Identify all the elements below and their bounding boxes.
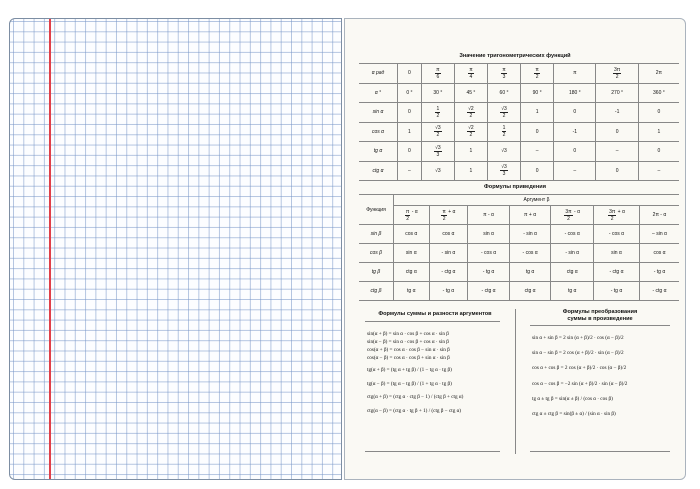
argument-cell: $\frac{\pi}{2}$ + α bbox=[429, 206, 468, 225]
trig-value-cell: 0 bbox=[596, 161, 638, 181]
trig-table-row bbox=[359, 122, 679, 142]
trig-table-row bbox=[359, 142, 679, 162]
trig-value-cell: $\frac{√3}{2}$ bbox=[421, 122, 454, 142]
trig-value-cell: √3 bbox=[487, 142, 520, 162]
function-column-header: Функция bbox=[359, 195, 394, 225]
trig-value-cell: 0 bbox=[596, 122, 638, 142]
reduction-value-cell: - ctg α bbox=[594, 263, 640, 282]
trig-row-label: ctg α bbox=[359, 161, 398, 181]
trig-value-cell: 90 ° bbox=[521, 83, 554, 103]
reduction-value-cell: - cos α bbox=[594, 225, 640, 244]
sum-formula: sin(α − β) = sin α · cos β + cos α · sin β bbox=[367, 339, 449, 345]
sum-formula: tg(α − β) = (tg α − tg β) / (1 + tg α · tg β) bbox=[367, 381, 452, 387]
reduction-value-cell: tg α bbox=[394, 282, 430, 301]
trig-row-label: tg α bbox=[359, 142, 398, 162]
trig-value-cell: $\frac{\pi}{6}$ bbox=[421, 64, 454, 84]
trig-table-row bbox=[359, 103, 679, 123]
trig-value-cell: – bbox=[596, 142, 638, 162]
trig-row-label: sin α bbox=[359, 103, 398, 123]
trig-value-cell: $\frac{√2}{2}$ bbox=[454, 103, 487, 123]
reduction-value-cell: tg α bbox=[509, 263, 551, 282]
reduction-header-row bbox=[359, 195, 679, 206]
reduction-value-cell: - ctg α bbox=[429, 263, 468, 282]
transform-formula: cos α + cos β = 2 cos (α + β)/2 · cos (α − β)/2 bbox=[532, 365, 627, 371]
transform-bottom-line bbox=[530, 451, 670, 452]
trig-value-cell: 0 bbox=[554, 103, 596, 123]
trig-value-cell: 180 ° bbox=[554, 83, 596, 103]
trig-value-cell: $\frac{\pi}{4}$ bbox=[454, 64, 487, 84]
table1-title: Значение тригонометрических функций bbox=[459, 53, 571, 59]
trig-value-cell: 0 bbox=[521, 122, 554, 142]
trig-value-cell: 30 ° bbox=[421, 83, 454, 103]
argument-cell: $\frac{3\pi}{2}$ - α bbox=[551, 206, 594, 225]
reduction-row-label: sin β bbox=[359, 225, 394, 244]
reduction-row bbox=[359, 263, 679, 282]
trig-value-cell: – bbox=[398, 161, 422, 181]
reduction-value-cell: - tg α bbox=[429, 282, 468, 301]
reduction-value-cell: sin α bbox=[468, 225, 510, 244]
trig-value-cell: $\frac{1}{2}$ bbox=[421, 103, 454, 123]
reduction-value-cell: - ctg α bbox=[468, 282, 510, 301]
reduction-row-label: ctg β bbox=[359, 282, 394, 301]
reduction-value-cell: - cos α bbox=[551, 225, 594, 244]
reduction-value-cell: - sin α bbox=[429, 244, 468, 263]
reduction-value-cell: cos α bbox=[429, 225, 468, 244]
trig-row-label: α рад bbox=[359, 64, 398, 84]
reduction-row-label: tg β bbox=[359, 263, 394, 282]
trig-value-cell: $\frac{3\pi}{2}$ bbox=[596, 64, 638, 84]
trig-value-cell: π bbox=[554, 64, 596, 84]
reduction-value-cell: ctg α bbox=[394, 263, 430, 282]
trig-value-cell: 0 bbox=[398, 103, 422, 123]
trig-value-cell: √3 bbox=[421, 161, 454, 181]
trig-value-cell: 0 bbox=[398, 142, 422, 162]
reference-page bbox=[344, 18, 686, 480]
reduction-value-cell: - tg α bbox=[594, 282, 640, 301]
trig-value-cell: 60 ° bbox=[487, 83, 520, 103]
trig-value-cell: 0 bbox=[521, 161, 554, 181]
transform-formula: cos α − cos β = −2 sin (α + β)/2 · sin (α − β)/2 bbox=[532, 381, 628, 387]
transform-title-underline bbox=[530, 325, 670, 326]
reduction-value-cell: tg α bbox=[551, 282, 594, 301]
trig-value-cell: -1 bbox=[596, 103, 638, 123]
trig-value-cell: – bbox=[554, 161, 596, 181]
trig-row-label: α ° bbox=[359, 83, 398, 103]
sum-title-underline bbox=[365, 321, 500, 322]
trig-value-cell: $\frac{\pi}{2}$ bbox=[521, 64, 554, 84]
trig-row-label: cos α bbox=[359, 122, 398, 142]
trig-value-cell: 1 bbox=[521, 103, 554, 123]
trig-values-table bbox=[359, 63, 679, 181]
trig-value-cell: 0 bbox=[398, 64, 422, 84]
trig-value-cell: 45 ° bbox=[454, 83, 487, 103]
reduction-value-cell: - sin α bbox=[509, 225, 551, 244]
argument-cell: 2π - α bbox=[639, 206, 679, 225]
reduction-value-cell: sin α bbox=[594, 244, 640, 263]
trig-value-cell: 0 ° bbox=[398, 83, 422, 103]
trig-table-row bbox=[359, 64, 679, 84]
transform-formula: tg α ± tg β = sin(α ± β) / (cos α · cos β) bbox=[532, 396, 613, 402]
trig-table-row bbox=[359, 161, 679, 181]
trig-value-cell: $\frac{\pi}{3}$ bbox=[487, 64, 520, 84]
grid-paper-page bbox=[9, 18, 342, 480]
reduction-value-cell: sin α bbox=[394, 244, 430, 263]
trig-value-cell: – bbox=[521, 142, 554, 162]
reduction-formulas-table bbox=[359, 194, 679, 301]
reduction-row bbox=[359, 282, 679, 301]
trig-value-cell: 2π bbox=[638, 64, 679, 84]
reduction-row-label: cos β bbox=[359, 244, 394, 263]
trig-value-cell: 1 bbox=[454, 142, 487, 162]
sum-formula: sin(α + β) = sin α · cos β + cos α · sin β bbox=[367, 331, 449, 337]
trig-value-cell: 270 ° bbox=[596, 83, 638, 103]
reduction-value-cell: - sin α bbox=[551, 244, 594, 263]
reduction-value-cell: - tg α bbox=[468, 263, 510, 282]
reduction-value-cell: – sin α bbox=[639, 225, 679, 244]
reduction-value-cell: ctg α bbox=[509, 282, 551, 301]
reduction-value-cell: ctg α bbox=[551, 263, 594, 282]
transform-formula: ctg α ± ctg β = sin(β ± α) / (sin α · sin β) bbox=[532, 411, 616, 417]
transform-formula: sin α − sin β = 2 cos (α + β)/2 · sin (α − β)/2 bbox=[532, 350, 624, 356]
reduction-value-cell: cos α bbox=[639, 244, 679, 263]
reduction-row bbox=[359, 225, 679, 244]
table2-title: Формулы приведения bbox=[484, 184, 546, 190]
trig-value-cell: 360 ° bbox=[638, 83, 679, 103]
reduction-value-cell: - cos α bbox=[468, 244, 510, 263]
sum-formula: tg(α + β) = (tg α + tg β) / (1 − tg α · tg β) bbox=[367, 367, 452, 373]
argument-cell: $\frac{3\pi}{2}$ + α bbox=[594, 206, 640, 225]
trig-value-cell: $\frac{√3}{3}$ bbox=[421, 142, 454, 162]
reduction-value-cell: - ctg α bbox=[639, 282, 679, 301]
argument-cell: $\frac{\pi}{2}$ - α bbox=[394, 206, 430, 225]
sum-bottom-line bbox=[365, 451, 500, 452]
trig-value-cell: 1 bbox=[454, 161, 487, 181]
sum-formula: ctg(α − β) = (ctg α · tg β + 1) / (ctg β − ctg α) bbox=[367, 408, 462, 414]
argument-cell: π - α bbox=[468, 206, 510, 225]
trig-value-cell: 0 bbox=[638, 103, 679, 123]
trig-value-cell: 0 bbox=[554, 142, 596, 162]
trig-value-cell: – bbox=[638, 161, 679, 181]
sum-formula: ctg(α + β) = (ctg α · ctg β − 1) / (ctg β + ctg α) bbox=[367, 394, 464, 400]
reduction-value-cell: - tg α bbox=[639, 263, 679, 282]
trig-value-cell: $\frac{√3}{3}$ bbox=[487, 161, 520, 181]
argument-header: Аргумент β bbox=[394, 195, 680, 206]
sum-section-title: Формулы суммы и разности аргументов bbox=[378, 311, 492, 317]
transform-title-line2: суммы в произведение bbox=[567, 316, 633, 322]
trig-value-cell: $\frac{1}{2}$ bbox=[487, 122, 520, 142]
sum-formula: cos(α − β) = cos α · cos β + sin α · sin β bbox=[367, 355, 450, 361]
trig-value-cell: 1 bbox=[638, 122, 679, 142]
trig-value-cell: $\frac{√2}{2}$ bbox=[454, 122, 487, 142]
column-divider bbox=[515, 309, 516, 454]
transform-formula: sin α + sin β = 2 sin (α + β)/2 · cos (α − β)/2 bbox=[532, 335, 624, 341]
trig-value-cell: 0 bbox=[638, 142, 679, 162]
reduction-value-cell: cos α bbox=[394, 225, 430, 244]
trig-value-cell: $\frac{√3}{2}$ bbox=[487, 103, 520, 123]
trig-value-cell: -1 bbox=[554, 122, 596, 142]
sum-formula: cos(α + β) = cos α · cos β − sin α · sin β bbox=[367, 347, 450, 353]
reduction-row bbox=[359, 244, 679, 263]
trig-value-cell: 1 bbox=[398, 122, 422, 142]
argument-row bbox=[359, 206, 679, 225]
trig-table-row bbox=[359, 83, 679, 103]
transform-title-line1: Формулы преобразования bbox=[562, 309, 638, 315]
argument-cell: π + α bbox=[509, 206, 551, 225]
margin-line bbox=[49, 19, 51, 479]
reduction-value-cell: - cos α bbox=[509, 244, 551, 263]
